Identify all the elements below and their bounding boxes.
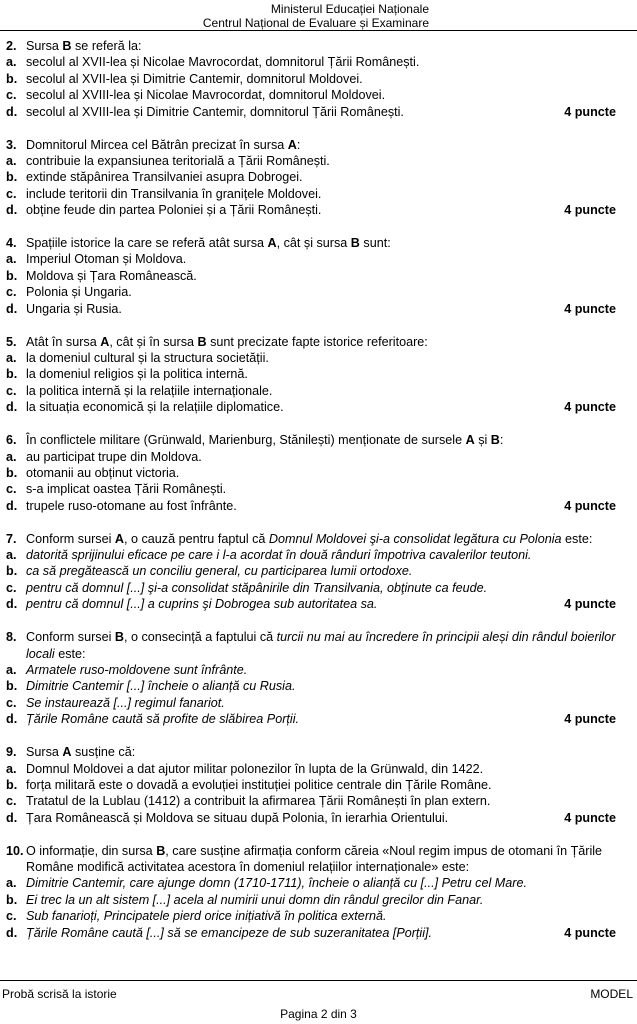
option-letter: d. [6, 925, 18, 940]
question-text-segment: Atât în sursa [26, 334, 101, 349]
source-ref: B [62, 39, 72, 53]
question-number: 9. [6, 745, 17, 760]
answer-option [6, 498, 616, 514]
option-text: Țările Române caută să profite de slăbirea Porții. [26, 712, 299, 727]
question-number: 8. [6, 630, 17, 645]
answer-option [6, 596, 616, 612]
question-text [6, 432, 616, 448]
question-text-segment: , cât și în sursa [109, 334, 198, 349]
option-text: trupele ruso-otomane au fost înfrânte. [26, 498, 237, 513]
question-text [6, 235, 616, 251]
source-ref: A [287, 137, 297, 152]
option-text: la domeniul religios și la politica internă. [26, 367, 248, 382]
answer-option [6, 71, 616, 87]
answer-option [6, 366, 616, 382]
header-divider [0, 30, 637, 31]
answer-option [6, 449, 616, 465]
option-text: pentru că domnul [...] a cuprins şi Dobrogea sub autoritatea sa. [26, 597, 378, 612]
answer-option [6, 153, 616, 169]
points-label: 4 puncte [564, 301, 616, 316]
option-text: la situația economică și la relațiile diplomatice. [26, 400, 284, 415]
points-label: 4 puncte [564, 925, 616, 940]
option-letter: c. [6, 580, 17, 595]
option-letter: a. [6, 548, 17, 563]
question-text-segment: Spațiile istorice la care se referă atât sursa [26, 236, 268, 251]
answer-option [6, 563, 616, 579]
question-text [6, 629, 616, 662]
option-text: secolul al XVII-lea și Nicolae Mavrocordat, domnitorul Țării Românești. [26, 55, 420, 70]
option-text: Domnul Moldovei a dat ajutor militar polonezilor în lupta de la Grünwald, din 1422. [26, 761, 484, 776]
question-item [6, 629, 616, 727]
option-letter: d. [6, 712, 18, 727]
answer-option [6, 777, 616, 793]
option-letter: b. [6, 679, 18, 694]
points-label: 4 puncte [564, 810, 616, 825]
answer-option [6, 54, 616, 70]
answer-option [6, 87, 616, 103]
option-letter: d. [6, 810, 18, 825]
answer-option [6, 399, 616, 415]
option-letter: b. [6, 71, 18, 86]
answer-option [6, 465, 616, 481]
points-label: 4 puncte [564, 104, 616, 119]
answer-option [6, 761, 616, 777]
option-letter: b. [6, 268, 18, 283]
answer-option [6, 892, 616, 908]
question-text-segment: sunt: [359, 236, 391, 251]
option-text: Țara Românească și Moldova se situau după Polonia, în ierarhia Orientului. [26, 810, 449, 825]
answer-option [6, 678, 616, 694]
question-text-segment: și [474, 433, 491, 448]
page-number: Pagina 2 din 3 [280, 1007, 357, 1021]
option-letter: c. [6, 285, 17, 300]
option-letter: a. [6, 876, 17, 891]
answer-option [6, 810, 616, 826]
option-letter: a. [6, 761, 17, 776]
question-text [6, 38, 616, 54]
answer-option [6, 662, 616, 678]
option-text: obține feude din partea Poloniei și a Țării Românești. [26, 203, 322, 218]
page-header [203, 2, 429, 30]
option-text: secolul al XVII-lea și Dimitrie Cantemir, domnitorul Moldovei. [26, 71, 363, 86]
source-ref: A [267, 236, 277, 251]
option-text: include teritorii din Transilvania în granițele Moldovei. [26, 186, 322, 201]
question-text-segment: : [296, 137, 301, 152]
answer-option [6, 925, 616, 941]
option-letter: a. [6, 351, 17, 365]
option-letter: a. [6, 449, 17, 464]
source-ref: A [114, 531, 124, 546]
points-label: 4 puncte [564, 498, 616, 513]
question-text-segment: Sursa [26, 745, 63, 760]
answer-option [6, 350, 616, 366]
question-text-segment: susține că: [71, 745, 136, 760]
option-letter: c. [6, 794, 17, 809]
option-letter: b. [6, 465, 18, 480]
question-text-segment: Conform sursei [26, 630, 115, 645]
option-text: contribuie la expansiunea teritorială a Țării Românești. [26, 153, 330, 168]
points-label: 4 puncte [564, 400, 616, 415]
answer-option [6, 875, 616, 891]
question-text-segment: : [499, 433, 504, 448]
question-number: 4. [6, 236, 17, 251]
option-letter: a. [6, 663, 17, 677]
option-letter: c. [6, 186, 17, 201]
footer-model-label: MODEL [590, 987, 633, 1001]
quoted-text: Domnul Moldovei şi-a consolidat legătura cu Polonia [268, 531, 562, 546]
questions-list [6, 38, 616, 958]
option-text: secolul al XVIII-lea și Dimitrie Cantemir, domnitorul Țării Românești. [26, 104, 404, 119]
answer-option [6, 547, 616, 563]
question-number: 3. [6, 137, 17, 152]
question-text-segment: În conflictele militare (Grünwald, Marienburg, Stănilești) menționate de sursele [26, 433, 466, 448]
option-letter: c. [6, 88, 17, 103]
question-text [6, 137, 616, 153]
question-text [6, 531, 616, 547]
answer-option [6, 383, 616, 399]
answer-option [6, 284, 616, 300]
source-ref: B [490, 433, 500, 448]
option-letter: b. [6, 367, 18, 382]
answer-option [6, 481, 616, 497]
option-text: otomanii au obținut victoria. [26, 465, 180, 480]
option-text: datorită sprijinului eficace pe care i l-a acordat în două rânduri împotriva cavalerilor teutoni. [26, 548, 532, 563]
option-text: au participat trupe din Moldova. [26, 449, 202, 464]
source-ref: A [62, 745, 72, 760]
question-item [6, 38, 616, 120]
question-number: 7. [6, 531, 17, 546]
question-text-segment: sunt precizate fapte istorice referitoare: [206, 334, 428, 349]
option-text: secolul al XVIII-lea și Nicolae Mavrocordat, domnitorul Moldovei. [26, 88, 386, 103]
answer-option [6, 169, 616, 185]
question-item [6, 744, 616, 826]
option-letter: d. [6, 597, 18, 612]
question-item [6, 137, 616, 219]
question-number: 2. [6, 39, 17, 53]
source-ref: B [156, 843, 166, 858]
answer-option [6, 711, 616, 727]
option-text: extinde stăpânirea Transilvaniei asupra Dobrogei. [26, 170, 303, 185]
option-text: Armatele ruso-moldovene sunt înfrânte. [26, 663, 248, 677]
question-text-segment: este: [54, 646, 86, 661]
source-ref: B [114, 630, 124, 645]
answer-option [6, 695, 616, 711]
source-ref: B [350, 236, 360, 251]
option-text: Ei trec la un alt sistem [...] acela al numirii unui domn din rândul grecilor din Fanar. [26, 892, 484, 907]
option-text: Țările Române caută [...] să se emancipeze de sub suzeranitatea [Porții]. [26, 925, 433, 940]
option-text: ca să pregătească un conciliu general, cu participarea lumii ortodoxe. [26, 564, 413, 579]
option-text: Se instaurează [...] regimul fanariot. [26, 695, 225, 710]
question-text-segment: Sursa [26, 39, 63, 53]
question-text-segment: , care susține afirmația conform căreia «Noul regim impus de otomani în Țările Române modifică activitatea acestora în domeniul relațiilor internaționale» este: [26, 843, 603, 875]
option-letter: c. [6, 383, 17, 398]
option-text: Tratatul de la Lublau (1412) a contribuit la afirmarea Țării Românești în plan extern. [26, 794, 491, 809]
question-number: 5. [6, 334, 17, 349]
question-number: 10. [6, 843, 24, 858]
option-letter: d. [6, 301, 18, 316]
option-letter: b. [6, 892, 18, 907]
question-text-segment: este: [561, 531, 593, 546]
answer-option [6, 104, 616, 120]
question-text [6, 843, 616, 876]
option-letter: d. [6, 104, 18, 119]
question-text-segment: Domnitorul Mircea cel Bătrân precizat în sursa [26, 137, 288, 152]
question-item [6, 843, 616, 941]
answer-option [6, 793, 616, 809]
option-letter: b. [6, 170, 18, 185]
option-letter: a. [6, 252, 17, 267]
option-letter: b. [6, 777, 18, 792]
points-label: 4 puncte [564, 712, 616, 727]
question-item [6, 334, 616, 416]
question-text [6, 744, 616, 760]
source-ref: B [197, 334, 207, 349]
points-label: 4 puncte [564, 203, 616, 218]
option-text: la politica internă și la relațiile internaționale. [26, 383, 273, 398]
option-letter: d. [6, 498, 18, 513]
footer-exam-name: Probă scrisă la istorie [2, 987, 117, 1001]
option-text: Dimitrie Cantemir, care ajunge domn (1710-1711), încheie o alianță cu [...] Petru cel Mare. [26, 876, 527, 891]
option-text: Dimitrie Cantemir [...] încheie o alianță cu Rusia. [26, 679, 296, 694]
option-letter: c. [6, 909, 17, 924]
quoted-text: turcii nu mai au încredere în principii aleși din rândul boierilor locali [26, 630, 616, 661]
option-text: pentru că domnul [...] şi-a consolidat stăpânirile din Transilvania, obţinute ca feude. [26, 580, 488, 595]
question-text-segment: , o cauză pentru faptul că [124, 531, 269, 546]
points-label: 4 puncte [564, 597, 616, 612]
question-item [6, 531, 616, 613]
question-text-segment: Conform sursei [26, 531, 115, 546]
option-text: Ungaria și Rusia. [26, 301, 122, 316]
question-text-segment: , cât și sursa [276, 236, 351, 251]
question-text-segment: O informație, din sursa [26, 843, 157, 858]
source-ref: A [465, 433, 475, 448]
question-text [6, 334, 616, 350]
option-text: Sub fanarioți, Principatele pierd orice inițiativă în politica externă. [26, 909, 387, 924]
option-letter: a. [6, 153, 17, 168]
answer-option [6, 268, 616, 284]
answer-option [6, 580, 616, 596]
question-text-segment: , o consecință a faptului că [124, 630, 277, 645]
option-letter: d. [6, 400, 18, 415]
footer-divider [0, 980, 637, 981]
answer-option [6, 908, 616, 924]
answer-option [6, 251, 616, 267]
option-text: Moldova și Țara Românească. [26, 268, 197, 283]
option-text: s-a implicat oastea Țării Românești. [26, 482, 227, 497]
option-text: Imperiul Otoman și Moldova. [26, 252, 187, 267]
option-letter: c. [6, 482, 17, 497]
question-item [6, 432, 616, 514]
option-letter: c. [6, 695, 17, 710]
option-text: la domeniul cultural și la structura societății. [26, 351, 269, 365]
option-letter: d. [6, 203, 18, 218]
question-text-segment: se referă la: [71, 39, 142, 53]
answer-option [6, 186, 616, 202]
question-item [6, 235, 616, 317]
option-text: Polonia și Ungaria. [26, 285, 132, 300]
answer-option [6, 301, 616, 317]
option-letter: a. [6, 55, 17, 70]
option-letter: b. [6, 564, 18, 579]
answer-option [6, 202, 616, 218]
header-center: Centrul Național de Evaluare și Examinare [202, 16, 429, 30]
source-ref: A [100, 334, 110, 349]
question-number: 6. [6, 433, 17, 448]
option-text: forța militară este o dovadă a evoluției instituției politice centrale din Țările Române. [26, 777, 492, 792]
header-ministry: Ministerul Educației Naționale [270, 2, 429, 16]
